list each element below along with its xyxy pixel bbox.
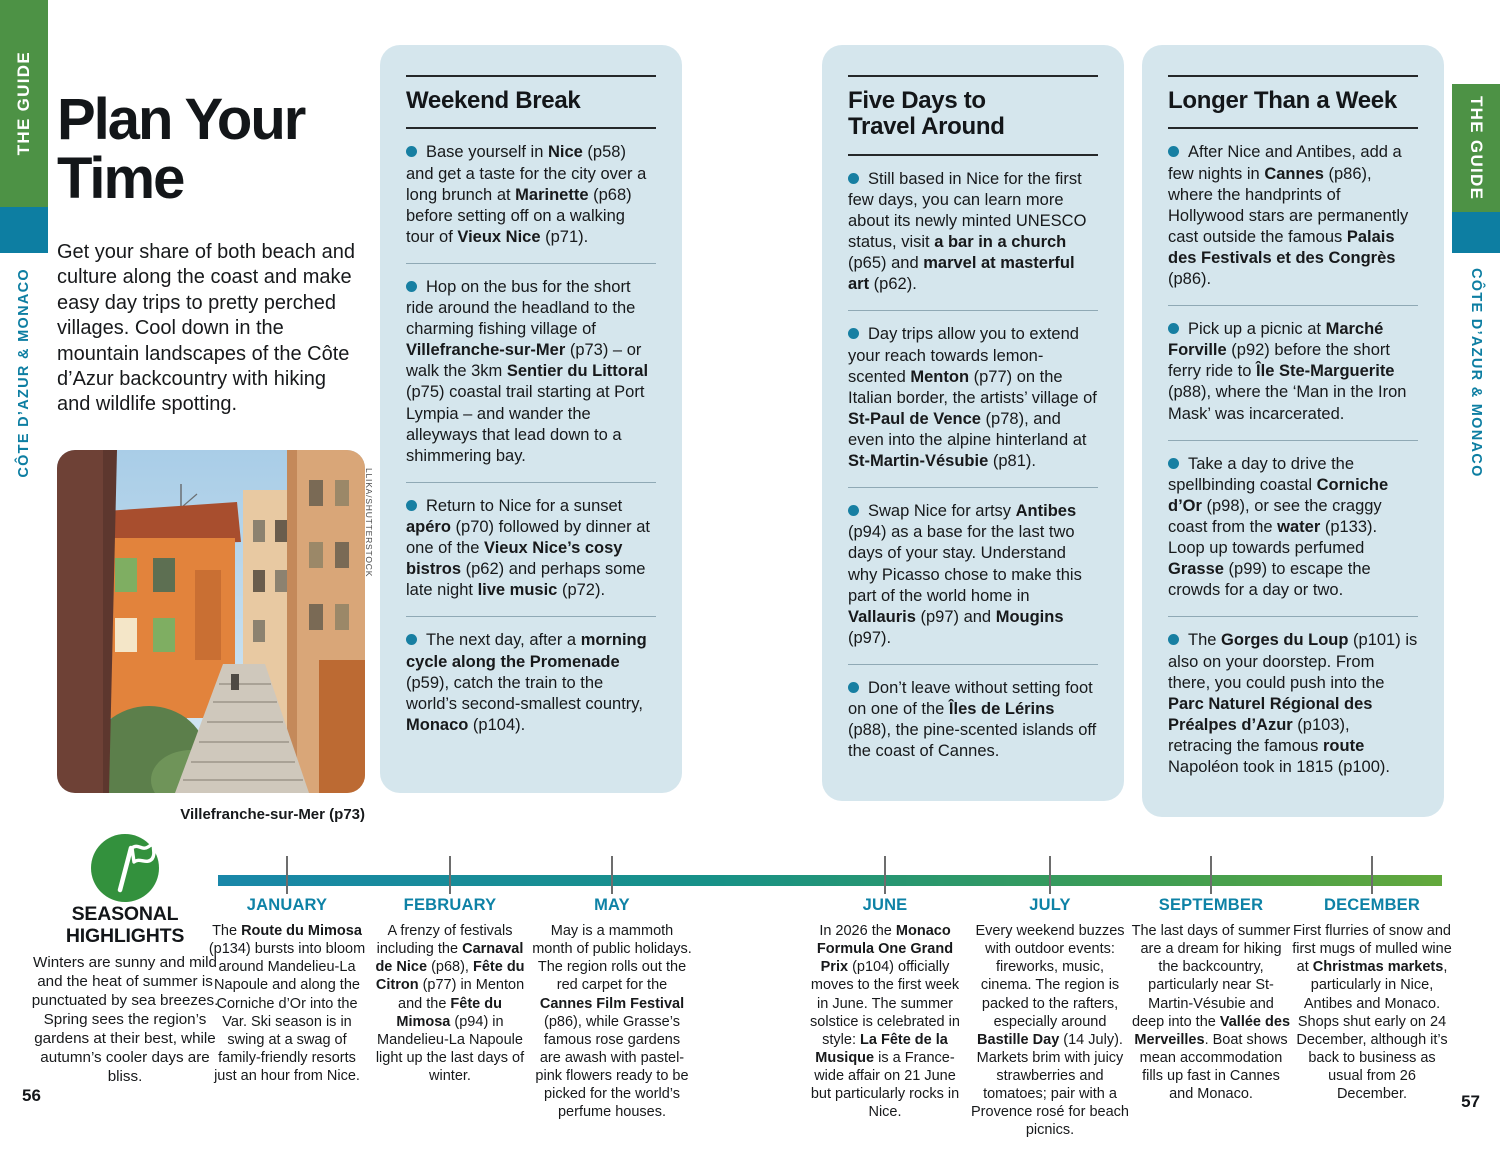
bullet-icon [1168, 323, 1179, 334]
month-column-june [805, 896, 965, 1121]
box-paragraph-text: Take a day to drive the spellbinding coastal Corniche d’Or (p98), or see the craggy coast from the water (p133). Loop up towards perfumed Grasse (p99) to escape the crowds for a day or two. [1168, 454, 1389, 600]
bullet-icon [1168, 634, 1179, 645]
plan-box-five-days [822, 45, 1124, 801]
sidebar-left-teal-block [0, 207, 48, 253]
box-paragraph [848, 310, 1098, 487]
box-paragraph-text: The next day, after a morning cycle along the Promenade (p59), catch the train to the world’s second-smallest country, Monaco (p104). [406, 631, 647, 734]
month-text: In 2026 the Monaco Formula One Grand Prix (p104) officially moves to the first week in June. The summer solstice is celebrated in style: La Fête de la Musique is a France-wide affair on 21 June but particularly rocks in Nice. [810, 923, 960, 1121]
photo-caption: Villefranche-sur-Mer (p73) [180, 806, 365, 823]
box-paragraph-text: Hop on the bus for the short ride around the headland to the charming fishing village of Villefranche-sur-Mer (p73) – or walk the 3km Sentier du Littoral (p75) coastal trail starting at Port Lympia – and wander the alleyways that lead down to a shimmering bay. [406, 277, 649, 465]
bullet-icon [406, 500, 417, 511]
box-rule-top [406, 75, 656, 77]
sidebar-right-section-label: CÔTE D’AZUR & MONACO [1468, 268, 1484, 478]
bullet-icon [848, 682, 859, 693]
month-text: A frenzy of festivals including the Carnaval de Nice (p68), Fête du Citron (p77) in Menton and the Fête du Mimosa (p94) in Mandelieu-La Napoule light up the last days of winter. [375, 923, 525, 1084]
box-paragraph [406, 129, 656, 263]
box-paragraph-text: After Nice and Antibes, add a few nights in Cannes (p86), where the handprints of Hollywood stars are permanently cast outside the famous Palais des Festivals et des Congrès (p86). [1168, 143, 1409, 289]
month-column-may [532, 896, 692, 1121]
box-paragraph [1168, 305, 1418, 440]
page-number-right: 57 [1461, 1092, 1480, 1111]
box-paragraph [848, 156, 1098, 311]
box-paragraph-text: Pick up a picnic at Marché Forville (p92) before the short ferry ride to Île Ste-Marguerite (p88), where the ‘Man in the Iron Mask’ was incarcerated. [1168, 320, 1407, 423]
month-label: JULY [1029, 896, 1071, 914]
box-rule-top [1168, 75, 1418, 77]
box-paragraph [1168, 616, 1418, 793]
box-paragraph-text: The Gorges du Loup (p101) is also on your doorstep. From there, you could push into the Parc Naturel Régional des Préalpes d’Azur (p103), retracing the famous route Napoléon took in 1815 (p100). [1168, 631, 1418, 777]
box-paragraph [848, 664, 1098, 777]
box-title: Five Days to Travel Around [848, 87, 1005, 141]
sidebar-left-guide-label: THE GUIDE [14, 51, 33, 156]
month-text: May is a mammoth month of public holidays. The region rolls out the red carpet for the Cannes Film Festival (p86), while Grasse’s famous rose gardens are awash with pastel-pink flowers ready to be picked for the world’s perfume houses. [532, 923, 692, 1121]
bullet-icon [848, 505, 859, 516]
villefranche-photo [57, 450, 365, 793]
month-column-december [1292, 896, 1452, 1103]
page-title: Plan Your Time [57, 87, 305, 212]
timeline-tick [611, 856, 613, 894]
bullet-icon [1168, 146, 1179, 157]
sidebar-left-section-label: CÔTE D’AZUR & MONACO [16, 268, 32, 478]
box-rule-top [848, 75, 1098, 77]
month-label: DECEMBER [1323, 896, 1421, 914]
bullet-icon [1168, 458, 1179, 469]
sidebar-right-guide-band [1452, 84, 1500, 212]
box-title: Weekend Break [406, 87, 581, 114]
month-label: JUNE [862, 896, 908, 914]
plan-box-longer-week [1142, 45, 1444, 817]
sidebar-right-guide-label: THE GUIDE [1467, 95, 1486, 201]
timeline-bar [218, 875, 1442, 886]
sidebar-left-guide-band [0, 0, 48, 207]
box-paragraph-text: Still based in Nice for the first few days, you can learn more about its newly minted UNESCO status, visit a bar in a church (p65) and marvel at masterful art (p62). [848, 169, 1087, 294]
month-label: FEBRUARY [403, 896, 497, 914]
timeline-tick [449, 856, 451, 894]
bullet-icon [848, 328, 859, 339]
sidebar-right-section [1452, 262, 1500, 484]
sidebar-right-teal-block [1452, 212, 1500, 253]
flag-icon [90, 833, 160, 903]
box-paragraph-text: Base yourself in Nice (p58) and get a taste for the city over a long brunch at Marinette (p68) before setting off on a walking tour of Vieux Nice (p71). [406, 143, 647, 246]
box-paragraph [406, 482, 656, 617]
sidebar-left-section [0, 262, 48, 484]
month-column-january [207, 896, 367, 1085]
bullet-icon [848, 173, 859, 184]
box-paragraph [406, 616, 656, 751]
month-label: SEPTEMBER [1158, 896, 1264, 914]
month-text: The last days of summer are a dream for hiking the backcountry, particularly near St-Martin-Vésubie and deep into the Vallée des Merveilles. Boat shows mean accommodation fills up fast in Cannes and Monaco. [1131, 923, 1291, 1103]
timeline-tick [884, 856, 886, 894]
plan-box-weekend-break [380, 45, 682, 793]
bullet-icon [406, 281, 417, 292]
month-text: First flurries of snow and first mugs of mulled wine at Christmas markets, particularly in Nice, Antibes and Monaco. Shops shut early on 24 December, although it’s back to business as usual from 26 December. [1292, 923, 1452, 1103]
bullet-icon [406, 634, 417, 645]
box-paragraph-text: Swap Nice for artsy Antibes (p94) as a base for the last two days of your stay. Understand why Picasso chose to make this part of the world home in Vallauris (p97) and Mougins (p97). [848, 502, 1082, 647]
box-title: Longer Than a Week [1168, 87, 1397, 114]
month-column-september [1131, 896, 1291, 1103]
box-paragraph [406, 263, 656, 482]
seasonal-intro: Winters are sunny and mild and the heat of summer is punctuated by sea breezes. Spring sees the region’s gardens at their best, while autumn’s cooler days are bliss. [31, 954, 219, 1085]
month-label: JANUARY [246, 896, 328, 914]
intro-text: Get your share of both beach and culture along the coast and make easy day trips to pretty perched villages. Cool down in the mountain landscapes of the Côte d’Azur backcountry with hiking and wildlife spotting. [57, 241, 355, 416]
timeline-tick [1049, 856, 1051, 894]
month-column-february [370, 896, 530, 1085]
box-paragraph [1168, 440, 1418, 617]
photo-credit: LLIKA/SHUTTERSTOCK [364, 468, 374, 578]
box-paragraph-text: Return to Nice for a sunset apéro (p70) followed by dinner at one of the Vieux Nice’s cosy bistros (p62) and perhaps some late night live music (p72). [406, 496, 650, 600]
page-number-left: 56 [22, 1086, 41, 1105]
seasonal-heading: SEASONAL HIGHLIGHTS [65, 903, 185, 948]
bullet-icon [406, 146, 417, 157]
month-text: Every weekend buzzes with outdoor events: fireworks, music, cinema. The region is packed to the rafters, especially around Bastille Day (14 July). Markets brim with juicy strawberries and tomatoes; pair with a Provence rosé for beach picnics. [971, 923, 1129, 1139]
timeline-tick [1371, 856, 1373, 894]
box-paragraph [1168, 129, 1418, 305]
month-label: MAY [594, 896, 630, 914]
box-paragraph-text: Day trips allow you to extend your reach towards lemon-scented Menton (p77) on the Italian border, the artists’ village of St-Paul de Vence (p78), and even into the alpine hinterland at St-Martin-Vésubie (p81). [848, 325, 1097, 471]
timeline-tick [286, 856, 288, 894]
month-text: The Route du Mimosa (p134) bursts into bloom around Mandelieu-La Napoule and along the Corniche d’Or into the Var. Ski season is in swing at a swag of family-friendly resorts just an hour from Nice. [208, 923, 366, 1084]
month-column-july [970, 896, 1130, 1140]
timeline-tick [1210, 856, 1212, 894]
box-paragraph-text: Don’t leave without setting foot on one of the Îles de Lérins (p88), the pine-scented islands off the coast of Cannes. [848, 678, 1097, 761]
box-paragraph [848, 487, 1098, 664]
